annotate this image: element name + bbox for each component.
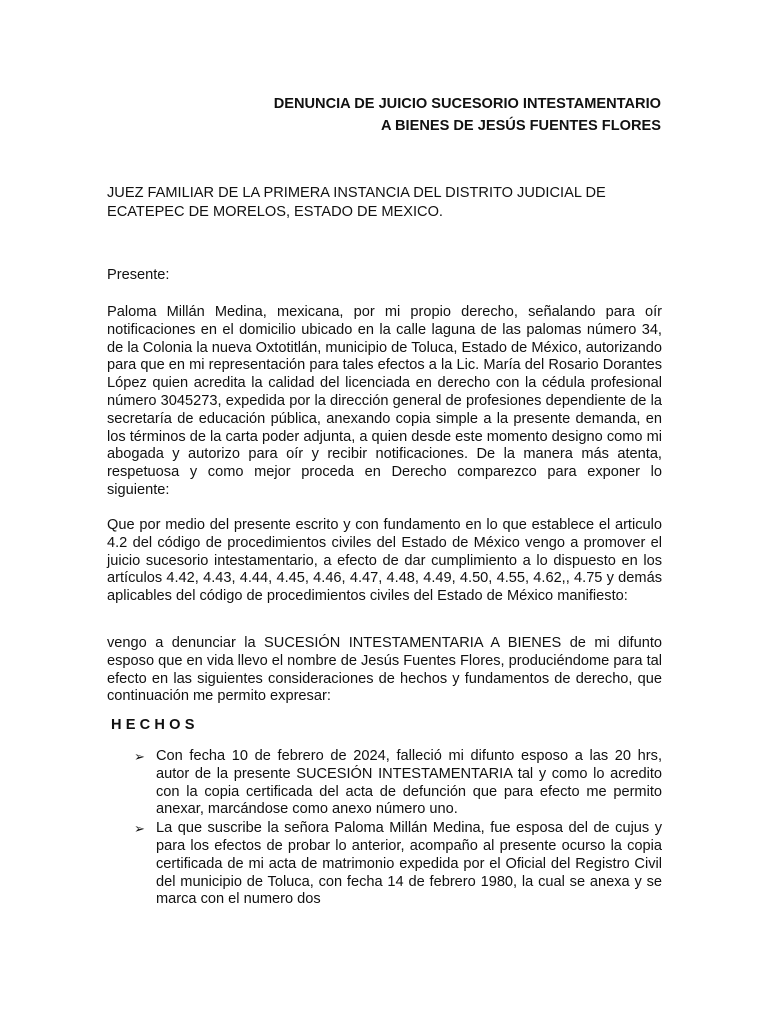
- hechos-list: [107, 748, 662, 910]
- hecho-text: Con fecha 10 de febrero de 2024, falleció mi difunto esposo a las 20 hrs, autor de la presente SUCESIÓN INTESTAMENTARIA tal y como lo acredito con la copia certificada del acta de defunción que para efecto me permito anexar, marcándose como anexo número uno.: [156, 748, 662, 818]
- greeting: Presente:: [107, 267, 170, 283]
- list-item: [107, 748, 662, 819]
- document-title: [274, 93, 661, 137]
- list-item: [107, 820, 662, 909]
- paragraph-legal-basis: Que por medio del presente escrito y con fundamento en lo que establece el articulo 4.2 del código de procedimientos civiles del Estado de México vengo a promover el juicio sucesorio intestamentario, a efecto de dar cumplimiento a lo dispuesto en los artículos 4.42, 4.43, 4.44, 4.45, 4.46, 4.47, 4.48, 4.49, 4.50, 4.55, 4.62,, 4.75 y demás aplicables del código de procedimientos civiles del Estado de México manifiesto:: [107, 517, 662, 605]
- paragraph-denuncia: vengo a denunciar la SUCESIÓN INTESTAMENTARIA A BIENES de mi difunto esposo que en vida llevo el nombre de Jesús Fuentes Flores, produciéndome para tal efecto en las siguientes consideraciones de hechos y fundamentos de derecho, que continuación me permito expresar:: [107, 635, 662, 705]
- arrow-bullet-icon: ➢: [134, 749, 145, 764]
- paragraph-introduction: Paloma Millán Medina, mexicana, por mi propio derecho, señalando para oír notificaciones en el domicilio ubicado en la calle laguna de las palomas número 34, de la Colonia la nueva Oxtotitlán, municipio de Toluca, Estado de México, autorizando para que en mi representación para tales efectos a la Lic. María del Rosario Dorantes López quien acredita la calidad del licenciada en derecho con la cédula profesional número 3045273, expedida por la dirección general de profesiones dependiente de la secretaría de educación pública, anexando copia simple a la presente demanda, en los términos de la carta poder adjunta, a quien desde este momento designo como mi abogada y autorizo para oír y recibir notificaciones. De la manera más atenta, respetuosa y como mejor proceda en Derecho comparezco para exponer lo siguiente:: [107, 304, 662, 498]
- hechos-heading: HECHOS: [111, 717, 199, 733]
- title-line-1: DENUNCIA DE JUICIO SUCESORIO INTESTAMENTARIO: [273, 96, 661, 112]
- hecho-text: La que suscribe la señora Paloma Millán Medina, fue esposa del de cujus y para los efectos de probar lo anterior, acompaño al presente ocurso la copia certificada de mi acta de matrimonio expedida por el Oficial del Registro Civil del municipio de Toluca, con fecha 14 de febrero 1980, la cual se anexa y se marca con el numero dos: [156, 820, 662, 908]
- addressee: JUEZ FAMILIAR DE LA PRIMERA INSTANCIA DEL DISTRITO JUDICIAL DE ECATEPEC DE MORELOS, ESTADO DE MEXICO.: [107, 185, 606, 220]
- title-line-2: A BIENES DE JESÚS FUENTES FLORES: [380, 118, 661, 134]
- arrow-bullet-icon: ➢: [134, 821, 145, 837]
